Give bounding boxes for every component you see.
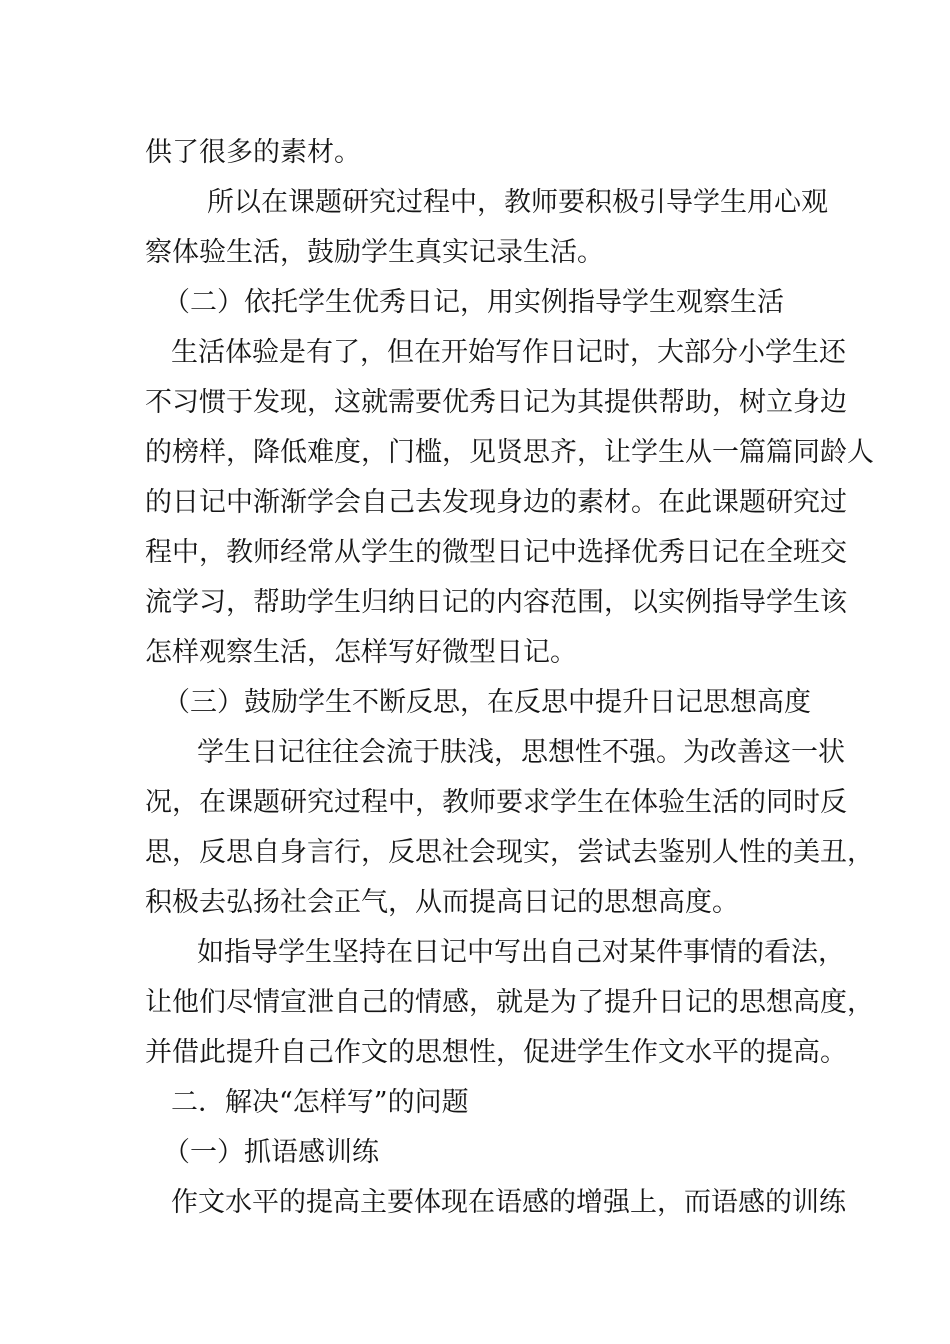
- text-line-6: 不习惯于发现，这就需要优秀日记为其提供帮助，树立身边: [145, 387, 847, 418]
- text-line-5: 生活体验是有了，但在开始写作日记时，大部分小学生还: [171, 337, 846, 368]
- text-line-15: 思，反思自身言行，反思社会现实，尝试去鉴别人性的美丑，: [145, 837, 874, 868]
- text-line-10: 流学习，帮助学生归纳日记的内容范围，以实例指导学生该: [145, 587, 847, 618]
- text-line-17: 如指导学生坚持在日记中写出自己对某件事情的看法，: [197, 937, 845, 968]
- text-line-11: 怎样观察生活，怎样写好微型日记。: [145, 637, 577, 668]
- text-line-9: 程中，教师经常从学生的微型日记中选择优秀日记在全班交: [145, 537, 847, 568]
- text-line-18: 让他们尽情宣泄自己的情感，就是为了提升日记的思想高度，: [145, 987, 874, 1018]
- text-line-14: 况，在课题研究过程中，教师要求学生在体验生活的同时反: [145, 787, 847, 818]
- text-line-1: 供了很多的素材。: [145, 137, 361, 168]
- text-line-16: 积极去弘扬社会正气，从而提高日记的思想高度。: [145, 887, 739, 918]
- text-line-2: 所以在课题研究过程中，教师要积极引导学生用心观: [207, 187, 828, 218]
- text-line-21: （一）抓语感训练: [163, 1137, 379, 1168]
- text-line-13: 学生日记往往会流于肤浅，思想性不强。为改善这一状: [197, 737, 845, 768]
- text-line-20: 二．解决“怎样写”的问题: [171, 1087, 469, 1118]
- text-line-4: （二）依托学生优秀日记，用实例指导学生观察生活: [163, 287, 784, 318]
- text-line-3: 察体验生活，鼓励学生真实记录生活。: [145, 237, 604, 268]
- text-line-19: 并借此提升自己作文的思想性，促进学生作文水平的提高。: [145, 1037, 847, 1068]
- text-line-8: 的日记中渐渐学会自己去发现身边的素材。在此课题研究过: [145, 487, 847, 518]
- text-line-12: （三）鼓励学生不断反思，在反思中提升日记思想高度: [163, 687, 811, 718]
- text-line-22: 作文水平的提高主要体现在语感的增强上，而语感的训练: [171, 1187, 846, 1218]
- text-line-7: 的榜样，降低难度，门槛，见贤思齐，让学生从一篇篇同龄人: [145, 437, 874, 468]
